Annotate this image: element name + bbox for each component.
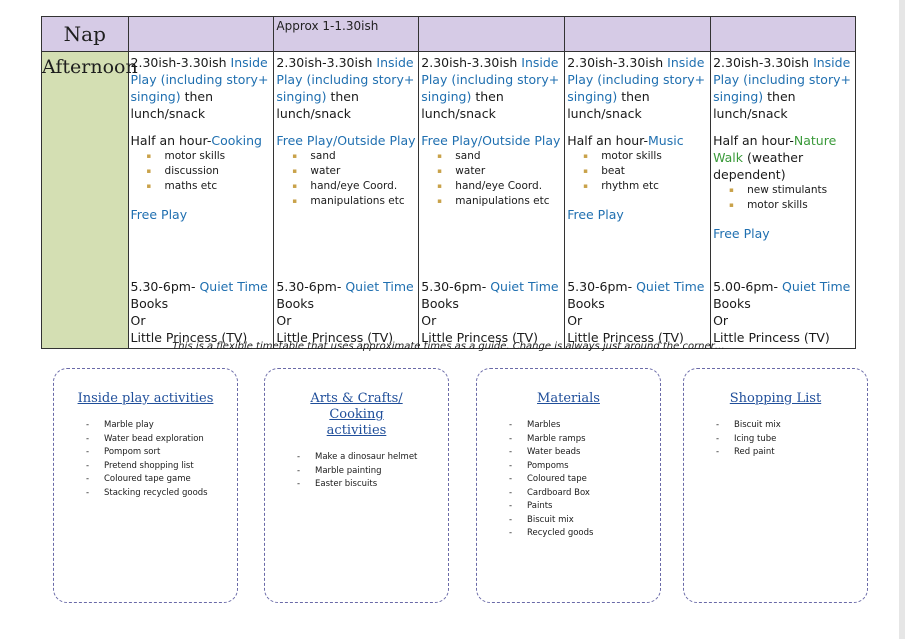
shopping-list-box (683, 368, 868, 603)
list-item: ▪ hand/eye Coord. (437, 179, 562, 194)
afternoon-cell (565, 52, 711, 349)
afternoon-label: Afternoon (42, 52, 129, 349)
skills-list (276, 149, 416, 209)
box-title: Inside play activities (77, 391, 214, 406)
timetable-caption: This is a flexible timetable that uses approximate times as a guide. Change is always just around the corner… (172, 341, 725, 352)
inside-play-block (131, 54, 272, 122)
activity-block (131, 132, 272, 149)
tv-label: Little Princess (TV) (276, 330, 394, 345)
activity-block (276, 132, 416, 149)
quiet-time-block (567, 278, 708, 346)
afternoon-cell (128, 52, 274, 349)
list-item: ▪ new stimulants (729, 183, 853, 198)
nap-cell (711, 17, 856, 52)
box-list (265, 451, 448, 492)
intro-after: then lunch/snack (713, 89, 796, 121)
inside-play-block (421, 54, 562, 122)
list-item: - Marble painting (297, 465, 448, 479)
intro-time: 2.30ish-3.30ish (276, 55, 373, 70)
list-item: - Coloured tape game (86, 473, 237, 487)
activity-link[interactable]: Music (648, 133, 684, 148)
list-item: - Pompoms (509, 460, 660, 474)
afternoon-cell (274, 52, 419, 349)
box-list (54, 419, 237, 500)
box-list (684, 419, 867, 460)
nap-row (42, 17, 856, 52)
list-item: ▪ motor skills (729, 198, 853, 213)
or-label: Or (567, 313, 583, 328)
list-item: - Make a dinosaur helmet (297, 451, 448, 465)
list-item: - Water bead exploration (86, 433, 237, 447)
list-item: ▪ sand (292, 149, 416, 164)
list-item: - Coloured tape (509, 473, 660, 487)
list-item: ▪ discussion (147, 164, 272, 179)
intro-after: then lunch/snack (567, 89, 650, 121)
list-item: - Marble ramps (509, 433, 660, 447)
activity-link[interactable]: Cooking (211, 133, 262, 148)
list-item: - Recycled goods (509, 527, 660, 541)
materials-box (476, 368, 661, 603)
nap-cell (565, 17, 711, 52)
box-list (477, 419, 660, 541)
free-play-link[interactable]: Free Play (567, 207, 624, 222)
list-item: ▪ motor skills (583, 149, 708, 164)
quiet-time-link[interactable]: Quiet Time (636, 279, 705, 294)
quiet-time-link[interactable]: Quiet Time (345, 279, 414, 294)
activity-link[interactable]: Free Play/Outside Play (421, 133, 561, 148)
intro-after: then lunch/snack (276, 89, 359, 121)
nap-cell (419, 17, 565, 52)
list-item: ▪ beat (583, 164, 708, 179)
activity-prefix: Half an hour- (130, 133, 212, 148)
quiet-time-link[interactable]: Quiet Time (781, 279, 851, 294)
quiet-time-link[interactable]: Quiet Time (490, 279, 559, 294)
list-item: ▪ rhythm etc (583, 179, 708, 194)
vertical-scrollbar[interactable] (899, 0, 905, 639)
quiet-time-block (421, 278, 562, 346)
activity-block (713, 132, 853, 183)
intro-time: 2.30ish-3.30ish (130, 55, 227, 70)
list-item: - Pretend shopping list (86, 460, 237, 474)
inside-play-link[interactable]: Inside Play (including story+ singing) (130, 55, 269, 104)
inside-play-link[interactable]: Inside Play (including story+ singing) (713, 55, 851, 104)
quiet-time-block (713, 278, 853, 346)
quiet-time-range: 5.00-6pm- (713, 279, 778, 294)
free-play-link[interactable]: Free Play (713, 226, 770, 241)
intro-time: 2.30ish-3.30ish (567, 55, 664, 70)
nap-label: Nap (42, 17, 129, 52)
afternoon-cell (419, 52, 565, 349)
list-item: ▪ manipulations etc (292, 194, 416, 209)
intro-after: then lunch/snack (421, 89, 504, 121)
activity-block (567, 132, 708, 149)
tv-label: Little Princess (TV) (567, 330, 684, 345)
afternoon-cell (711, 52, 856, 349)
tv-label: Little Princess (TV) (130, 330, 248, 345)
list-item: ▪ motor skills (147, 149, 272, 164)
quiet-time-range: 5.30-6pm- (276, 279, 342, 294)
quiet-time-block (276, 278, 416, 346)
activity-prefix: Half an hour- (713, 133, 794, 148)
books-label: Books (276, 296, 315, 311)
list-item: - Biscuit mix (716, 419, 867, 433)
list-item: - Water beads (509, 446, 660, 460)
inside-play-block (713, 54, 853, 122)
list-item: ▪ maths etc (147, 179, 272, 194)
or-label: Or (713, 313, 729, 328)
skills-list (421, 149, 562, 209)
list-item: ▪ hand/eye Coord. (292, 179, 416, 194)
list-item: - Icing tube (716, 433, 867, 447)
books-label: Books (421, 296, 459, 311)
timetable (41, 16, 856, 349)
list-item: - Cardboard Box (509, 487, 660, 501)
list-item: - Biscuit mix (509, 514, 660, 528)
box-title: Materials (537, 391, 600, 406)
activity-block (421, 132, 562, 149)
free-play-link[interactable]: Free Play (130, 207, 188, 222)
quiet-time-range: 5.30-6pm- (567, 279, 633, 294)
or-label: Or (421, 313, 437, 328)
quiet-time-range: 5.30-6pm- (130, 279, 196, 294)
quiet-time-link[interactable]: Quiet Time (199, 279, 268, 294)
activity-link[interactable]: Nature Walk (713, 133, 837, 165)
books-label: Books (713, 296, 751, 311)
inside-play-link[interactable]: Inside Play (including story+ singing) (276, 55, 415, 104)
activity-prefix: Half an hour- (567, 133, 648, 148)
skills-list (713, 183, 853, 213)
or-label: Or (276, 313, 292, 328)
nap-cell (128, 17, 274, 52)
inside-play-link[interactable]: Inside Play (including story+ singing) (567, 55, 706, 104)
inside-play-block (276, 54, 416, 122)
list-item: ▪ water (292, 164, 416, 179)
tv-label: Little Princess (TV) (713, 330, 830, 345)
inside-play-box (53, 368, 238, 603)
inside-play-link[interactable]: Inside Play (including story+ singing) (421, 55, 560, 104)
inside-play-block (567, 54, 708, 122)
list-item: - Red paint (716, 446, 867, 460)
list-item: - Paints (509, 500, 660, 514)
list-item: - Pompom sort (86, 446, 237, 460)
activity-link[interactable]: Free Play/Outside Play (276, 133, 416, 148)
skills-list (131, 149, 272, 194)
box-title: Arts & Crafts/ Cooking activities (310, 391, 403, 438)
books-label: Books (567, 296, 605, 311)
list-item: - Marbles (509, 419, 660, 433)
afternoon-row (42, 52, 856, 349)
box-title: Shopping List (729, 391, 822, 406)
activity-suffix: (weather dependent) (713, 150, 804, 182)
books-label: Books (130, 296, 169, 311)
list-item: ▪ manipulations etc (437, 194, 562, 209)
list-item: - Easter biscuits (297, 478, 448, 492)
intro-after: then lunch/snack (130, 89, 214, 121)
nap-cell: Approx 1-1.30ish (274, 17, 419, 52)
intro-time: 2.30ish-3.30ish (421, 55, 518, 70)
list-item: ▪ sand (437, 149, 562, 164)
quiet-time-range: 5.30-6pm- (421, 279, 487, 294)
or-label: Or (130, 313, 146, 328)
intro-time: 2.30ish-3.30ish (713, 55, 810, 70)
skills-list (567, 149, 708, 194)
arts-crafts-box (264, 368, 449, 603)
quiet-time-block (131, 278, 272, 346)
list-item: - Stacking recycled goods (86, 487, 237, 501)
list-item: ▪ water (437, 164, 562, 179)
list-item: - Marble play (86, 419, 237, 433)
tv-label: Little Princess (TV) (421, 330, 539, 345)
